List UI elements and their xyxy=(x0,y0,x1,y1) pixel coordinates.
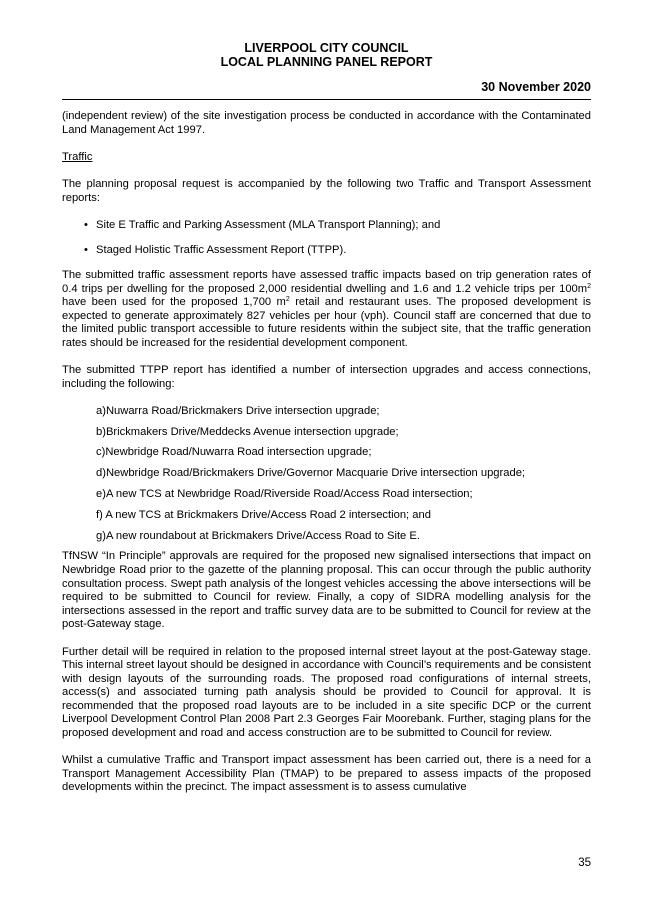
cumulative-assessment-paragraph: Whilst a cumulative Traffic and Transport impact assessment has been carried out, there is a need for a Transport Management Accessibility Plan (TMAP) to be prepared to assess impacts of the proposed developments within the precinct. The impact assessment is to assess cumulative xyxy=(62,754,591,794)
street-layout-paragraph: Further detail will be required in relation to the proposed internal street layout at the post-Gateway stage. This internal street layout should be designed in accordance with Council’s requirements and be consistent with design layouts of the surrounding roads. The proposed road configurations of internal streets, access(s) and associated turning path analysis should be provided to Council for approval. It is recommended that the proposed road layouts are to be included in a site specific DCP or the current Liverpool Development Control Plan 2008 Part 2.3 Georges Fair Moorebank. Further, staging plans for the proposed development and road and access construction are to be submitted to Council for review. xyxy=(62,645,591,740)
list-item: f) A new TCS at Brickmakers Drive/Access Road 2 intersection; and xyxy=(96,508,431,521)
superscript: 2 xyxy=(285,296,290,304)
assessment-text-part2: have been used for the proposed 1,700 m xyxy=(62,296,286,309)
council-name: LIVERPOOL CITY COUNCIL xyxy=(244,41,409,55)
list-item: c)Newbridge Road/Nuwarra Road intersection upgrade; xyxy=(96,446,372,459)
tfnsw-paragraph: TfNSW “In Principle” approvals are required for the proposed new signalised intersections that impact on Newbridge Road prior to the gazette of the planning proposal. This can occur through the public authority consultation process. Swept path analysis of the longest vehicles accessing the above intersections will be required to be submitted to Council for review. Finally, a copy of SIDRA modelling analysis for the intersections assessed in the report and traffic survey data are to be submitted to Council for review at the post-Gateway stage. xyxy=(62,550,591,631)
superscript: 2 xyxy=(587,282,591,290)
report-body xyxy=(62,110,591,809)
intersection-upgrades-list xyxy=(62,405,591,543)
assessment-reports-list xyxy=(62,219,591,258)
list-item: d)Newbridge Road/Brickmakers Drive/Governor Macquarie Drive intersection upgrade; xyxy=(96,467,526,480)
assessment-text-part1: The submitted traffic assessment reports have assessed traffic impacts based on trip generation rates of 0.4 trips per dwelling for the proposed 2,000 residential dwelling and 1.6 and 1.2 vehicle trips per 100m xyxy=(62,268,591,295)
list-item: • Site E Traffic and Parking Assessment (MLA Transport Planning); and xyxy=(96,219,591,233)
list-item: • Staged Holistic Traffic Assessment Report (TTPP). xyxy=(96,244,591,258)
assessment-text-part3: retail and restaurant uses. The proposed development is expected to generate approximately 827 vehicles per hour (vph). Council staff are concerned that due to the limited public transport accessible to future residents within the subject site, that the traffic generation rates should be increased for the residential development component. xyxy=(62,296,591,349)
traffic-assessment-paragraph xyxy=(62,269,591,351)
list-item: g)A new roundabout at Brickmakers Drive/Access Road to Site E. xyxy=(96,529,420,542)
traffic-heading: Traffic xyxy=(62,150,93,163)
page-number: 35 xyxy=(578,857,591,869)
list-item: b)Brickmakers Drive/Meddecks Avenue intersection upgrade; xyxy=(96,425,399,438)
header-divider xyxy=(62,99,591,100)
ttpp-paragraph: The submitted TTPP report has identified a number of intersection upgrades and access connections, including the following: xyxy=(62,364,591,390)
report-date: 30 November 2020 xyxy=(481,80,591,94)
request-paragraph: The planning proposal request is accompanied by the following two Traffic and Transport Assessment reports: xyxy=(62,177,591,204)
report-title: LOCAL PLANNING PANEL REPORT xyxy=(220,55,433,69)
list-item: a)Nuwarra Road/Brickmakers Drive intersection upgrade; xyxy=(96,404,380,417)
intro-paragraph: (independent review) of the site investigation process be conducted in accordance with the Contaminated Land Management Act 1997. xyxy=(62,110,591,136)
list-item: e)A new TCS at Newbridge Road/Riverside Road/Access Road intersection; xyxy=(96,488,473,500)
